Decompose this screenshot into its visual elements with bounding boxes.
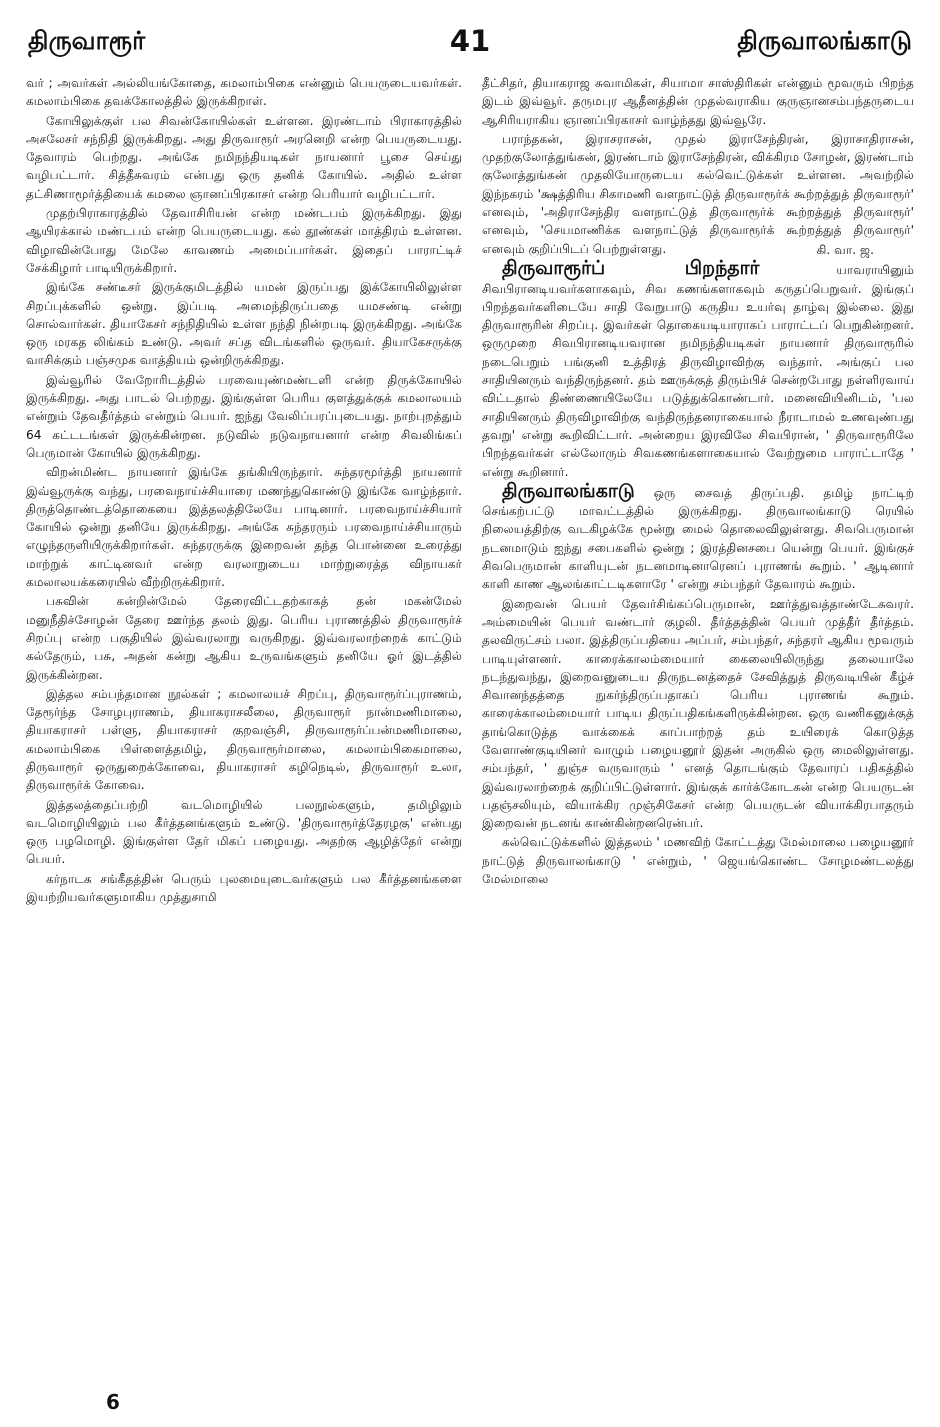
entry-heading: திருவாலங்காடு xyxy=(502,479,635,502)
paragraph: இறைவன் பெயர் தேவர்சிங்கப்பெருமான், ஊர்த்துவத்தாண்டேசுவரர். அம்மையின் பெயர் வண்டார் குழலி. தீர்த்தத்தின் பெயர் முத்தீர் தீர்த்தம். தலவிருட்சம் பலா. இத்திருப்பதியை அப்பர், சம்பந்தர், சுந்தரர் ஆகிய மூவரும் பாடியுள்ளனர். காரைக்காலம்மையார் கைலையிலிருந்து தலையாலே நடந்துவந்து, இறைவனுடைய திருநடனத்தைச் சேவித்துத் திருவடியின் கீழ்ச் சிவானந்தத்தை நுகர்ந்திருப்பதாகப் பெரிய புராணங் கூறும். காரைக்காலம்மையார் பாடிய திருப்பதிகங்களிருக்கின்றன. ஒரு வணிகனுக்குத் தாங்கொடுத்த வாக்கைக் காப்பாற்றத் தம் உயிரைக் கொடுத்த வேளாண்குடியினர் வாழும் பழையனூர் இதன் அருகில் ஒரு மைலிலுள்ளது. சம்பந்தர், ' துஞ்ச வருவாரும் ' எனத் தொடங்கும் தேவாரப் பதிகத்தில் இவ்வரலாற்றைக் குறிப்பிட்டுள்ளார். இங்குக் கார்க்கோடகன் என்ற பெயருடன் பதஞ்சலியும், வியாக்கிர முஞ்சிகேசர் என்ற பெயருடன் வியாக்கிரபாதரும் இறைவன் நடனங் காண்கின்றனரென்பர். xyxy=(482,596,914,831)
entry-heading: திருவாரூர்ப் பிறந்தார் xyxy=(502,257,760,280)
running-head-right: திருவாலங்காடு xyxy=(737,26,912,55)
paragraph: இவ்வூரில் வேறோரிடத்தில் பரவையுண்மண்டளி என்ற திருக்கோயில் இருக்கிறது. அது பாடல் பெற்றது. இங்குள்ள பெரிய குளத்துக்குக் கமலாலயம் என்றும் தேவதீர்த்தம் என்றும் பெயர். ஐந்து வேலிப்பரப்புடையது. நாற்புறத்தும் 64 கட்டடங்கள் இருக்கின்றன. நடுவில் நடுவநாயனார் என்ற சிவலிங்கப் பெருமான் கோயில் இருக்கிறது. xyxy=(26,372,462,460)
paragraph: கல்வெட்டுக்களில் இத்தலம் ' மணவிற் கோட்டத்து மேல்மாலை பழையனூர் நாட்டுத் திருவாலங்காடு ' என்றும், ' ஜெயங்கொண்ட சோழமண்டலத்து மேல்மாலை xyxy=(482,835,914,887)
paragraph: வர் ; அவர்கள் அல்லியங்கோதை, கமலாம்பிகை என்னும் பெயருடையவர்கள். கமலாம்பிகை தவக்கோலத்தில் இருக்கிறாள். xyxy=(26,76,462,109)
page-header xyxy=(28,24,912,66)
right-column xyxy=(482,74,914,889)
signature-mark: 6 xyxy=(106,1390,120,1414)
author-signature: கி. வா. ஜ. xyxy=(816,242,874,257)
paragraph: இத்தலத்தைப்பற்றி வடமொழியில் பலநூல்களும், தமிழிலும் வடமொழியிலும் பல கீர்த்தனங்களும் உண்டு. 'திருவாரூர்த்தேரழகு' என்பது ஒரு பழமொழி. இங்குள்ள தேர் மிகப் பழையது. அதற்கு ஆழித்தேர் என்று பெயர். xyxy=(26,797,462,867)
paragraph: முதற்பிராகாரத்தில் தேவாசிரியன் என்ற மண்டபம் இருக்கிறது. இது ஆயிரக்கால் மண்டபம் என்ற பெயருடையது. கல் தூண்கள் மாத்திரம் உள்ளன. விழாவின்போது மேலே காவணம் அமைப்பார்கள். இதைப் பாராட்டிச் சேக்கிழார் பாடியிருக்கிறார். xyxy=(26,206,462,275)
entry-body: யாவராயினும் சிவபிரானடியவர்களாகவும், சிவ கணங்களாகவும் கருதப்பெறுவர். இங்குப் பிறந்தவர்களிடையே சாதி வேறுபாடு கருதிய உயர்வு தாழ்வு இல்லை. இது திருவாரூரின் சிறப்பு. இவர்கள் தொகையடியாராகப் பாராட்டப் பெறுகின்றனர். ஒருமுறை சிவபிரானடியவரான நமிநந்தியடிகள் நாயனார் திருவாரூரில் நடைபெறும் பங்குனி உத்திரத் திருவிழாவிற்கு வந்தார். அங்குப் பல சாதியினரும் வந்திருந்தனர். தம் ஊருக்குத் திரும்பிச் சென்றபோது நள்ளிரவாய் விட்டதால் திண்ணையிலேயே படுத்துக்கொண்டார். மனைவியினிடம், 'பல சாதியினரும் திருவிழாவிற்கு வந்திருந்தனராகையால் நீராடாமல் உணவுண்பது தவறு' என்று கூறிவிட்டார். அன்றைய இரவிலே சிவபிரான், ' திருவாரூரிலே பிறந்தவர்கள் எல்லோரும் சிவகணங்களாகையால் வேற்றுமை பாராட்டாதே ' என்று கூறினார். xyxy=(482,263,915,479)
paragraph: விறன்மிண்ட நாயனார் இங்கே தங்கியிருந்தார். சுந்தரமூர்த்தி நாயனார் இவ்வூருக்கு வந்து, பரவைநாய்ச்சியாரை மணந்துகொண்டு இங்கே வாழ்ந்தார். திருத்தொண்டத்தொகையை இத்தலத்திலேயே பாடினார். பரவைநாய்ச்சியார் கோயில் ஒன்று தனியே இருக்கிறது. அங்கே சுந்தரரும் பரவைநாய்ச்சியாரும் எழுந்தருளியிருக்கிறார்கள். சுந்தரருக்கு இறைவன் தந்த பொன்னை உரைத்து மாற்றுக் காட்டினவர் என்ற வரலாறுடைய மாற்றுரைத்த விநாயகர் கமலாலயக்கரையில் வீற்றிருக்கிறார். xyxy=(26,465,462,590)
paragraph: தீட்சிதர், தியாகராஜ சுவாமிகள், சியாமா சாஸ்திரிகள் என்னும் மூவரும் பிறந்த இடம் இவ்வூர். தருமபுர ஆதீனத்தின் முதல்வராகிய குருஞானசம்பந்தருடைய ஆசிரியராகிய ஞானப்பிரகாசர் வாழ்ந்தது இவ்வூரே. xyxy=(482,76,914,127)
paragraph: பசுவின் கன்றின்மேல் தேரைவிட்டதற்காகத் தன் மகன்மேல் மனுநீதிச்சோழன் தேரை ஊர்ந்த தலம் இது. பெரிய புராணத்தில் திருவாரூர்ச் சிறப்பு என்ற பகுதியில் இவ்வரலாறு வருகிறது. இவ்வரலாற்றைக் காட்டும் கல்தேரும், பசு, அதன் கன்று ஆகிய உருவங்களும் தனியே ஓர் இடத்தில் இருக்கின்றன. xyxy=(26,594,462,682)
entry-piranthaar xyxy=(482,259,914,481)
paragraph: கர்நாடக சங்கீதத்தின் பெரும் புலமையுடைவர்களும் பல கீர்த்தனங்களை இயற்றியவர்களுமாகிய முத்துசாமி xyxy=(26,871,462,905)
paragraph: பராந்தகன், இராசராசன், முதல் இராசேந்திரன், இராசாதிராசன், முதற்குலோத்துங்கன், இரண்டாம் இராசேந்திரன், விக்கிரம சோழன், இரண்டாம் குலோத்துங்கன் முதலியோருடைய கல்வெட்டுக்கள் உள்ளன. அவற்றில் இந்நகரம் 'க்ஷத்திரிய சிகாமணி வளநாட்டுத் திருவாரூர்க் கூற்றத்துத் திருவாரூர்' எனவும், 'அதிராசேந்திர வளநாட்டுத் திருவாரூர்க் கூற்றத்துத் திருவாரூர்' எனவும், 'செயமாணிக்க வளநாட்டுத் திருவாரூர்க் கூற்றத்துத் திருவாரூர்' எனவும் குறிப்பிடப் பெற்றுள்ளது. xyxy=(482,131,914,256)
entry-body: ஒரு சைவத் திருப்பதி. தமிழ் நாட்டிற் செங்கற்பட்டு மாவட்டத்தில் இருக்கிறது. திருவாலங்காடு ரெயில் நிலையத்திற்கு வடகிழக்கே மூன்று மைல் தொலைவிலுள்ளது. சிவபெருமான் நடனமாடும் ஐந்து சபைகளில் ஒன்று ; இரத்தினசபை யென்று பெயர். இங்குச் சிவபெருமான் காளியுடன் நடனமாடினாரெனப் புராணங் கூறும். ' ஆடினார் காளி காண ஆலங்காட்டடிகளாரே ' என்று சம்பந்தர் தேவாரம் கூறும். xyxy=(482,485,915,592)
left-column xyxy=(26,74,462,907)
paragraph: கோயிலுக்குள் பல சிவன்கோயில்கள் உள்ளன. இரண்டாம் பிராகாரத்தில் அசலேசர் சந்நிதி இருக்கிறது. அது திருவாரூர் அரனெறி என்ற பெயருடையது. தேவாரம் பெற்றது. அங்கே நமிநந்தியடிகள் நாயனார் பூசை செய்து வழிபட்டார். சித்தீசுவரம் என்பது ஒரு தனிக் கோயில். அதில் உள்ள தட்சிணாமூர்த்தியைக் கமலை ஞானப்பிரகாசர் என்ற பெரியார் வழிபட்டார். xyxy=(26,113,462,201)
running-head-left: திருவாரூர் xyxy=(28,26,146,55)
entry-thiruvalangadu xyxy=(482,479,915,594)
paragraph: இத்தல சம்பந்தமான நூல்கள் ; கமலாலயச் சிறப்பு, திருவாரூர்ப்புராணம், தேரூர்ந்த சோழபுராணம், தியாகராசலீலை, திருவாரூர் நான்மணிமாலை, தியாகராசர் பள்ளு, தியாகராசர் குறவஞ்சி, திருவாரூர்ப்பன்மணிமாலை, கமலாம்பிகை பிள்ளைத்தமிழ், திருவாரூர்மாலை, கமலாம்பிகைமாலை, திருவாரூர் ஒருதுறைக்கோவை, தியாகராசர் கழிநெடில், திருவாரூர் உலா, திருவாரூர்க் கோவை. xyxy=(26,686,462,793)
paragraph: இங்கே சண்டீசர் இருக்குமிடத்தில் யமன் இருப்பது இக்கோயிலிலுள்ள சிறப்புக்களில் ஒன்று. இப்படி அமைந்திருப்பதை யமசண்டி என்று சொல்வார்கள். தியாகேசர் சந்நிதியில் உள்ள நந்தி நின்றபடி இருக்கிறது. அங்கே ஒரு மரகத லிங்கம் உண்டு. அவர் சப்த விடங்களில் ஒருவர். தியாகேசருக்கு வாசிக்கும் பஞ்சமுக வாத்தியம் ஒன்றிருக்கிறது. xyxy=(26,280,462,368)
page-number: 41 xyxy=(449,24,491,58)
